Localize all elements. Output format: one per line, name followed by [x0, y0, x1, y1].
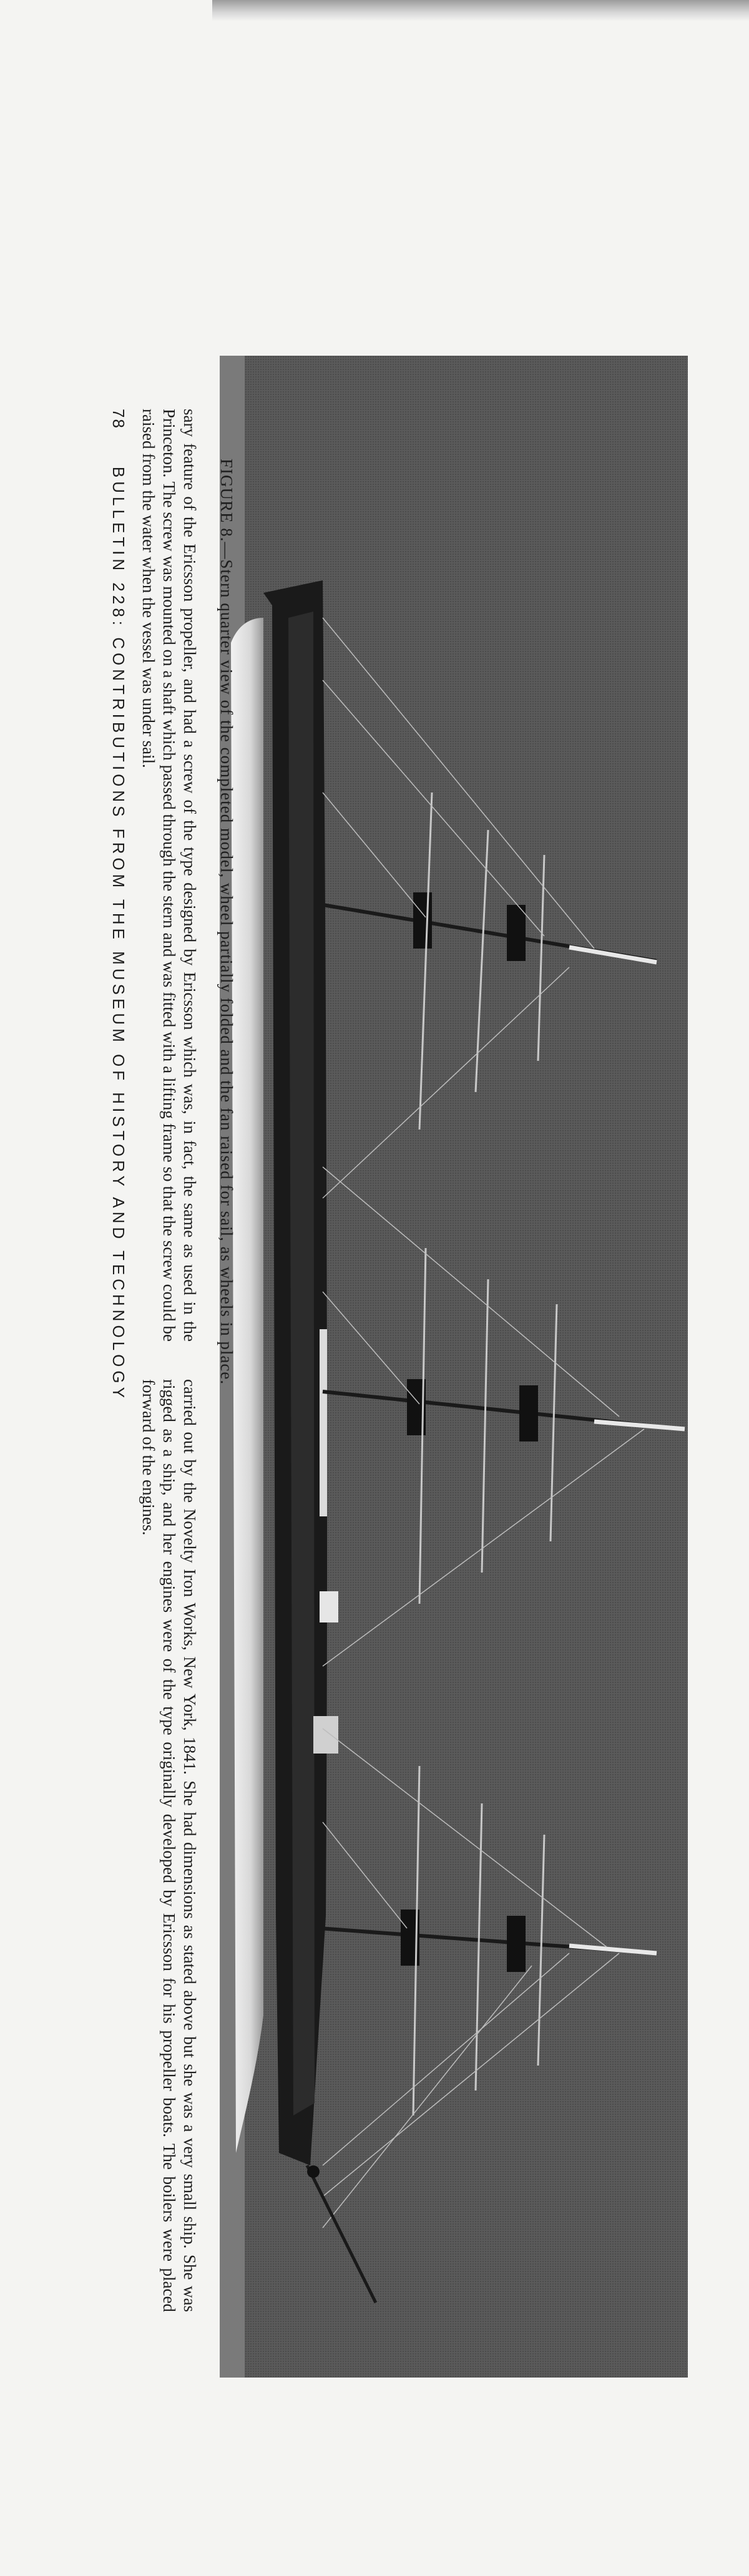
ship-model-image: [220, 356, 688, 2378]
body-paragraph-left: sary feature of the Ericsson propeller, and had a screw of the type designed by Ericsson which was, in fact, the same as used in the Princeton. The screw was mounted on a shaft which passed through the stern and was fitted with a lifting frame so that the screw could be raised from the water when the vessel was under sail.: [139, 409, 199, 1342]
body-paragraph-right: carried out by the Novelty Iron Works, New York, 1841. She had dimensions as stated above but she was a very small ship. She was rigged as a ship, and her engines were of the type originally developed by Ericsson for his propeller boats. The boilers were placed forward of the engines.: [139, 1379, 199, 2312]
running-title: BULLETIN 228: CONTRIBUTIONS FROM THE MUSEUM OF HISTORY AND TECHNOLOGY: [109, 466, 128, 1402]
page-number: 78: [109, 409, 128, 429]
page-edge-shadow: [212, 0, 749, 21]
body-text: [138, 409, 200, 2312]
ship-model-photograph: [220, 356, 688, 2378]
running-foot: [109, 409, 128, 2312]
figure-caption: FIGURE 8.—Stern quarter view of the completed model, wheel partially folded and the fan raised for sail, as wheels in place.: [217, 459, 236, 1385]
